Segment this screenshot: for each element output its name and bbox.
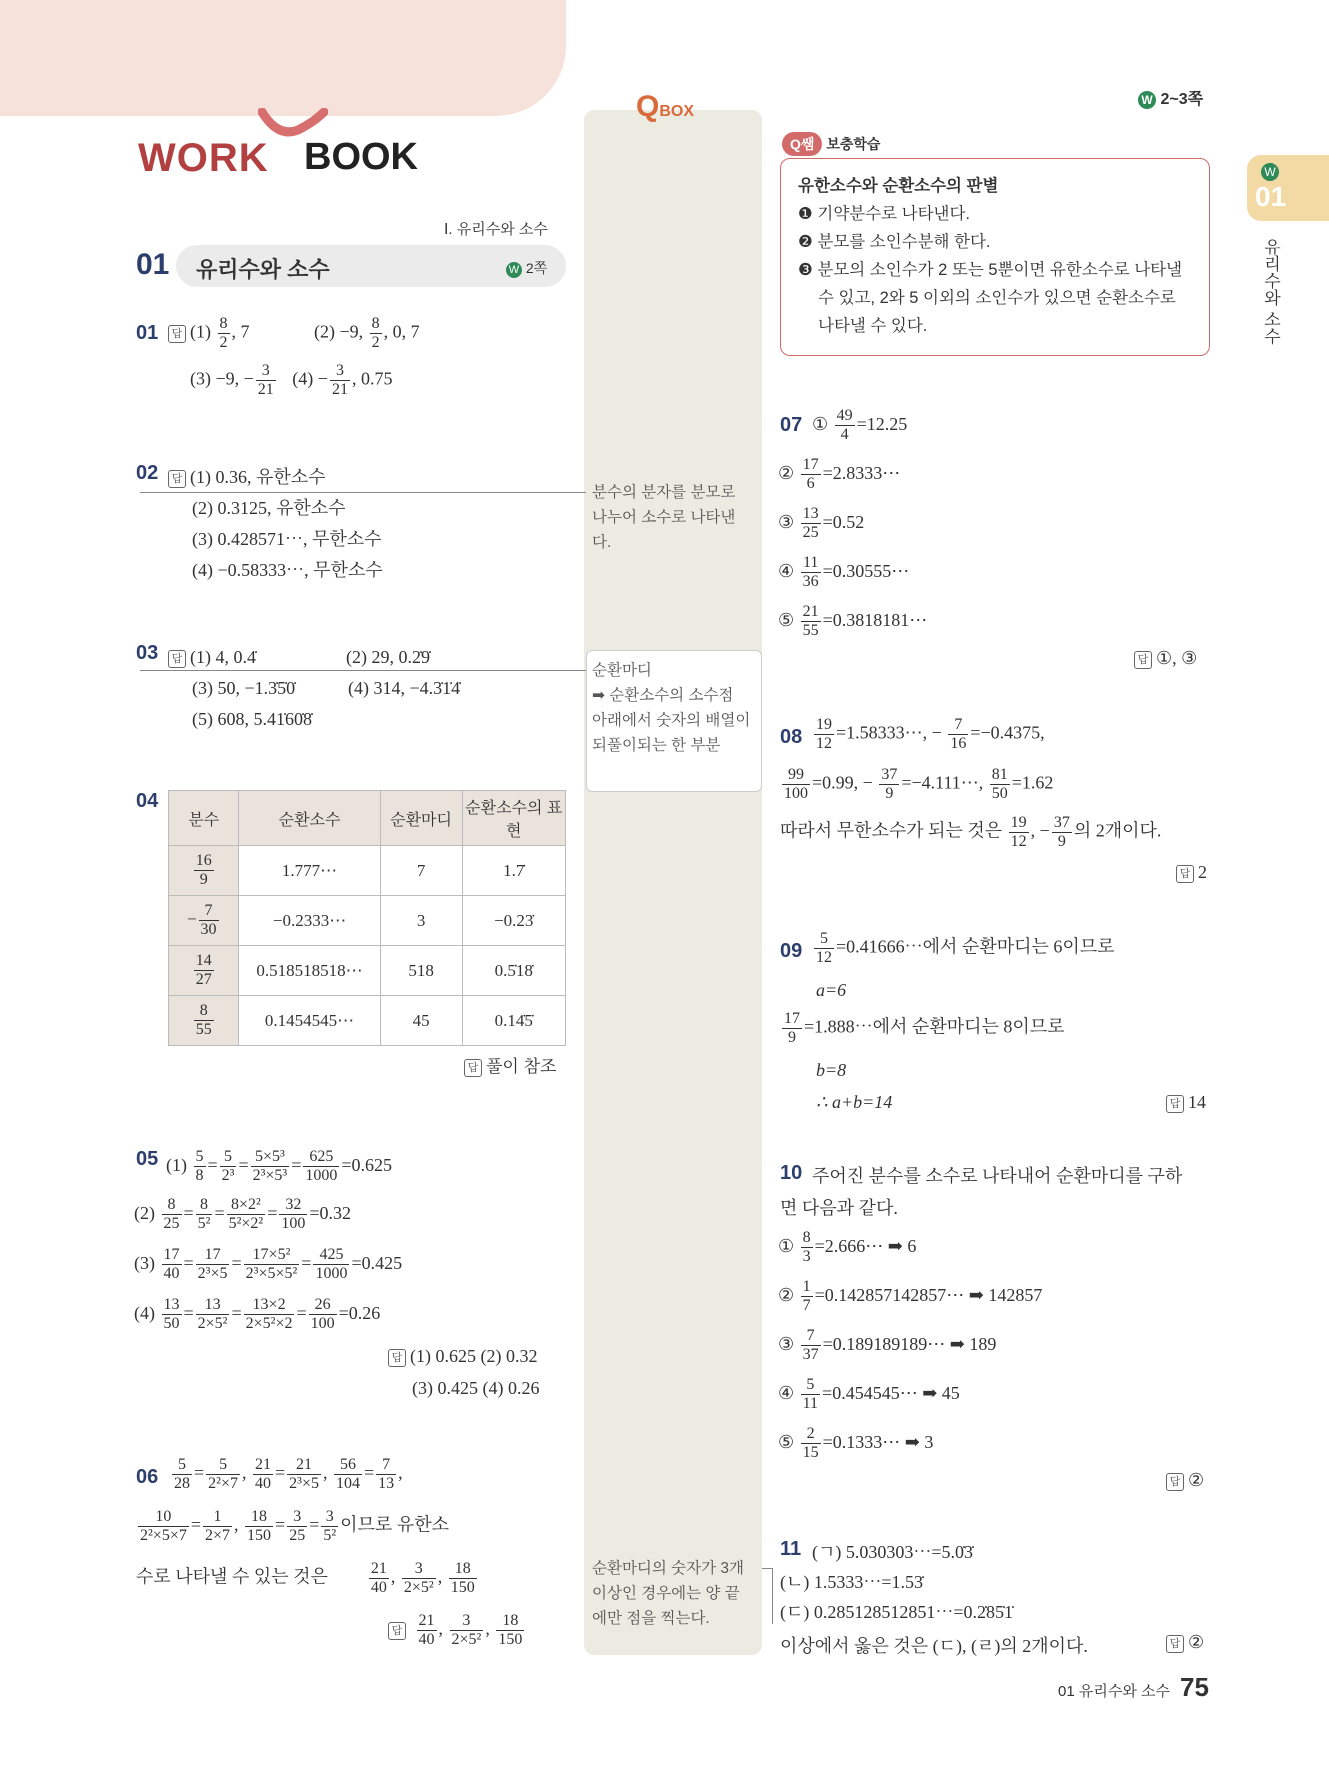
list-item: ⑤ $\frac{21}{55}$ =0.3818181⋯ xyxy=(778,603,928,640)
q01-line2: (3) −9, − $\frac{3}{21}$ (4) − $\frac{3}{21}$ , 0.75 xyxy=(190,362,393,398)
q05-row2: (2) $\frac{8}{25}$ = $\frac{8}{\text{5²}}$ = $\frac{\text{8×2²}}{\text{5²×2²}}$ = $\frac{32}{100}$ =0.32 xyxy=(134,1196,352,1233)
q01-line1: 답 (1) $\frac{8}{2}$ , 7 (2) −9, $\frac{8}{2}$ , 0, 7 xyxy=(168,315,420,352)
q08-answer: 답 2 xyxy=(1176,862,1207,883)
side-tab-label: 유리수와 소수 xyxy=(1261,238,1280,345)
q07-number: 07 xyxy=(780,414,803,436)
qssam-header xyxy=(782,132,880,156)
q10-answer: 답 ② xyxy=(1166,1470,1204,1491)
answer-icon: 답 xyxy=(1134,651,1152,669)
list-item: ① $\frac{49}{4}$ =12.25 xyxy=(812,407,908,444)
answer-icon: 답 xyxy=(1166,1473,1184,1491)
side-w-icon: W xyxy=(1261,163,1279,181)
answer-icon: 답 xyxy=(168,470,186,488)
q09-line4: b=8 xyxy=(816,1060,847,1080)
list-item: ④ $\frac{11}{36}$ =0.30555⋯ xyxy=(778,554,910,591)
qbox-label: BOX xyxy=(659,103,695,120)
header-decoration xyxy=(0,0,566,116)
qbox-note-2-body: ➡ 순환소수의 소수점 아래에서 숫자의 배열이 되풀이되는 한 부분 xyxy=(592,687,751,754)
q06-line1: $\frac{5}{28}$ = $\frac{5}{\text{2²×7}}$ , $\frac{21}{40}$ = $\frac{21}{\text{2³×5}}$ , $\frac{56}{104}$ = $\frac{7}{13}$ , xyxy=(174,1456,403,1492)
qbox-note-3: 순환마디의 숫자가 3개 이상인 경우에는 양 끝에만 점을 찍는다. xyxy=(592,1560,744,1627)
q08-line1: $\frac{19}{12}$ =1.58333⋯, − $\frac{7}{16}$ =−0.4375, xyxy=(816,716,1045,752)
section-w-icon: W xyxy=(506,262,522,278)
answer-icon: 답 xyxy=(168,650,186,668)
table-row: $\frac{14}{27}$ 0.518518518⋯ 518 0.5̇18̇ xyxy=(169,946,566,996)
section-ref xyxy=(506,258,547,278)
side-tab xyxy=(1247,155,1329,221)
q09-line2: a=6 xyxy=(816,980,847,1000)
answer-icon: 답 xyxy=(1166,1095,1184,1113)
table-header: 분수 xyxy=(169,791,239,846)
qssam-tag: Q쌤 xyxy=(782,132,822,156)
q10-list xyxy=(778,1222,1042,1467)
list-item: ② $\frac{1}{7}$ =0.142857142857⋯ ➡ 142857 xyxy=(778,1278,1043,1315)
q04-table xyxy=(168,790,566,1046)
q06-line3: 수로 나타낼 수 있는 것은 $\frac{21}{40}$ , $\frac{3}{\text{2×5²}}$ , $\frac{18}{150}$ xyxy=(136,1560,475,1596)
table-header: 순환소수의 표현 xyxy=(462,791,565,846)
page-reference xyxy=(1138,86,1203,109)
list-item: ② $\frac{17}{6}$ =2.8333⋯ xyxy=(778,456,901,493)
list-item: ⑤ $\frac{2}{15}$ =0.1333⋯ ➡ 3 xyxy=(778,1425,934,1462)
q09-line5: ∴ a+b=14 xyxy=(816,1092,893,1112)
q01-number: 01 xyxy=(136,322,159,344)
q11-line1: (ㄱ) 5.030303⋯=5.0̇3̇ xyxy=(812,1542,974,1562)
workbook-logo-book: BOOK xyxy=(304,136,418,178)
answer-icon: 답 xyxy=(1166,1635,1184,1653)
section-ref-text: 2쪽 xyxy=(525,260,548,276)
qbox-column xyxy=(584,110,762,1655)
q07-answer: 답 ①, ③ xyxy=(1134,648,1197,669)
answer-icon: 답 xyxy=(1176,865,1194,883)
qssam-label: 보충학습 xyxy=(826,136,881,152)
table-header: 순환소수 xyxy=(239,791,380,846)
qbox-q-icon: Q xyxy=(636,90,660,123)
q06-answer: 답 $\frac{21}{40}$ , $\frac{3}{\text{2×5²}}$ , $\frac{18}{150}$ xyxy=(388,1612,526,1649)
side-tab-number: 01 xyxy=(1255,181,1287,212)
q11-answer: 답 ② xyxy=(1166,1632,1204,1653)
qbox-note-1: 분수의 분자를 분모로 나누어 소수로 나타낸다. xyxy=(592,484,736,551)
q03-number: 03 xyxy=(136,642,159,664)
q11-line3: (ㄷ) 0.285128512851⋯=0.2̇85̇1̇ xyxy=(780,1602,1014,1622)
q05-row1: (1) $\frac{5}{8}$ = $\frac{5}{\text{2³}}$ = $\frac{\text{5×5³}}{\text{2³×5³}}$ = $\frac{625}{1000}$ =0.625 xyxy=(166,1148,393,1185)
answer-icon: 답 xyxy=(388,1622,406,1640)
q06-line2: $\frac{10}{\text{2²×5×7}}$ = $\frac{1}{2\times 7}$ , $\frac{18}{150}$ = $\frac{3}{25}$ = $\frac{3}{\text{5²}}$ 이므로 유한소 xyxy=(140,1508,449,1544)
list-item: ① $\frac{8}{3}$ =2.666⋯ ➡ 6 xyxy=(778,1229,917,1266)
q11-line2: (ㄴ) 1.5333⋯=1.53̇ xyxy=(780,1572,924,1592)
q08-line3: 따라서 무한소수가 되는 것은 $\frac{19}{12}$ , − $\frac{37}{9}$ 의 2개이다. xyxy=(780,814,1162,850)
qssam-content: 유한소수와 순환소수의 판별 ❶ 기약분수로 나타낸다. ❷ 분모를 소인수분해 한다. ❸ 분모의 소인수가 2 또는 5뿐이면 유한소수로 나타낼 수 있고, 2와 5 이외의 소인수가 있으면 순환소수로 나타낼 수 있다. xyxy=(798,177,1183,335)
q03-answers: 답 (1) 4, 0.4̇ (2) 29, 0.2̇9̇ (3) 50, −1.3̇5̇0̇ (4) 314, −4.3̇1̇4̇ (5) 608, 5.41̇60̇8̇ xyxy=(168,642,460,735)
q05-work-more xyxy=(134,1188,402,1338)
connector-line-11 xyxy=(762,1568,772,1569)
q05-work xyxy=(166,1140,392,1190)
q04-answer: 답 풀이 참조 xyxy=(464,1052,556,1077)
list-item: ③ $\frac{7}{37}$ =0.189189189⋯ ➡ 189 xyxy=(778,1327,997,1364)
table-row: $\frac{16}{9}$ 1.777⋯ 7 1.7̇ xyxy=(169,846,566,896)
q08-line2: $\frac{99}{100}$ =0.99, − $\frac{37}{9}$ =−4.111⋯, $\frac{81}{50}$ =1.62 xyxy=(784,766,1054,802)
table-header: 순환마디 xyxy=(380,791,462,846)
q11-bracket xyxy=(772,1568,773,1624)
q05-row4: (4) $\frac{13}{50}$ = $\frac{13}{\text{2×5²}}$ = $\frac{13\times 2}{\text{2×5²×2}}$ = $\frac{26}{100}$ =0.26 xyxy=(134,1296,381,1333)
q07-list-more xyxy=(778,449,927,645)
q07-list xyxy=(812,400,907,449)
list-item: ④ $\frac{5}{11}$ =0.454545⋯ ➡ 45 xyxy=(778,1376,960,1413)
q05-row3: (3) $\frac{17}{40}$ = $\frac{17}{\text{2³×5}}$ = $\frac{\text{17×5²}}{\text{2³×5×5²}}$ = $\frac{425}{1000}$ =0.425 xyxy=(134,1246,403,1283)
q11-conclusion: 이상에서 옳은 것은 (ㄷ), (ㄹ)의 2개이다. xyxy=(780,1636,1088,1656)
table-row: − $\frac{7}{30}$ −0.2333⋯ 3 −0.23̇ xyxy=(169,896,566,946)
unit-title: Ⅰ. 유리수와 소수 xyxy=(444,221,548,238)
q10-intro-2: 면 다음과 같다. xyxy=(780,1198,898,1218)
q09-line3: $\frac{17}{9}$ =1.888⋯에서 순환마디는 8이므로 xyxy=(784,1010,1065,1046)
q10-intro-1: 주어진 분수를 소수로 나타내어 순환마디를 구하 xyxy=(812,1166,1183,1186)
qbox-note-2-title: 순환마디 xyxy=(592,662,652,679)
q09-number: 09 xyxy=(780,940,803,962)
q09-line1: $\frac{5}{12}$ =0.41666⋯에서 순환마디는 6이므로 xyxy=(816,930,1115,966)
section-number: 01 xyxy=(136,248,170,281)
answer-icon: 답 xyxy=(464,1059,482,1077)
w-badge-icon: W xyxy=(1138,91,1156,109)
answer-icon: 답 xyxy=(388,1349,406,1367)
q06-number: 06 xyxy=(136,1466,159,1488)
footer-chapter: 01 유리수와 소수 xyxy=(1058,1683,1170,1700)
list-item: ③ $\frac{13}{25}$ =0.52 xyxy=(778,505,865,542)
page-number: 75 xyxy=(1180,1672,1209,1702)
q08-number: 08 xyxy=(780,726,803,748)
q02-answers: 답 (1) 0.36, 유한소수 (2) 0.3125, 유한소수 (3) 0.428571⋯, 무한소수 (4) −0.58333⋯, 무한소수 xyxy=(168,462,383,586)
q11-number: 11 xyxy=(780,1538,802,1560)
table-row: $\frac{8}{55}$ 0.1454545⋯ 45 0.14̇5̇ xyxy=(169,996,566,1046)
qbox-logo xyxy=(636,90,694,124)
q09-answer: 답 14 xyxy=(1166,1092,1206,1113)
q05-number: 05 xyxy=(136,1148,159,1170)
page-reference-text: 2~3쪽 xyxy=(1160,91,1204,108)
answer-icon: 답 xyxy=(168,325,186,343)
q10-number: 10 xyxy=(780,1162,803,1184)
q02-number: 02 xyxy=(136,462,159,484)
q05-answer: 답 (1) 0.625 (2) 0.32 (3) 0.425 (4) 0.26 xyxy=(388,1340,539,1404)
workbook-logo-work: WORK xyxy=(138,136,269,180)
section-title: 유리수와 소수 xyxy=(196,257,330,282)
q04-number: 04 xyxy=(136,790,159,812)
